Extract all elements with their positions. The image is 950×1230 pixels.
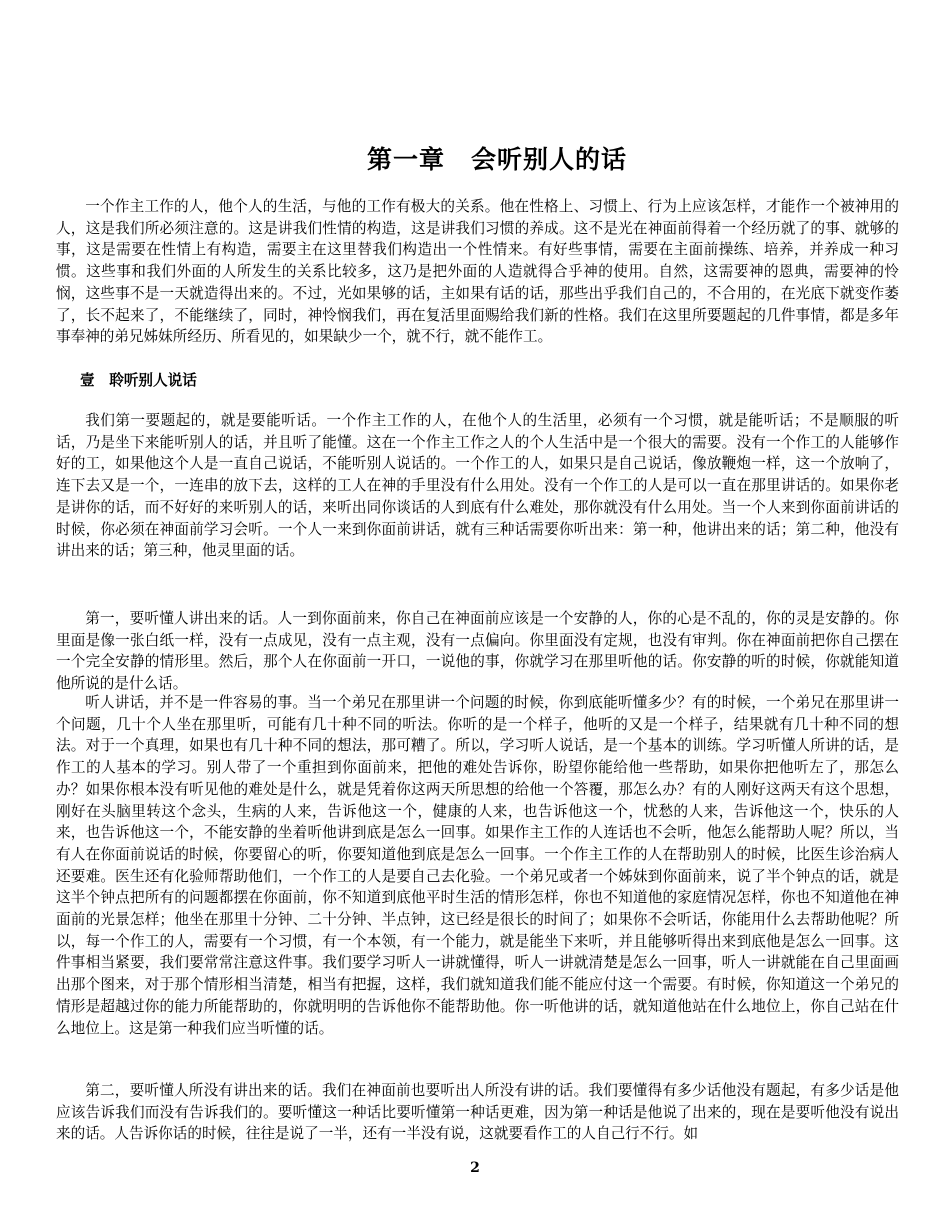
body-paragraph: 我们第一要题起的，就是要能听话。一个作主工作的人，在他个人的生活里，必须有一个习惯，就是能听话；不是顺服的听话，乃是坐下来能听别人的话，并且听了能懂。这在一个作主工作之人的个人生活中是一个很大的需要。没有一个作工的人能够作好的工，如果他这个人是一直自己说话，不能听别人说话的。一个作工的人，如果只是自己说话，像放鞭炮一样，这一个放响了，连下去又是一个，一连串的放下去，这样的工人在神的手里没有什么用处。没有一个作工的人是可以一直在那里讲话的。如果你老是讲你的话，而不好好的来听别人的话，来听出同你谈话的人到底有什么难处，那你就没有什么用处。当一个人来到你面前讲话的时候，你必须在神面前学习会听。一个人一来到你面前讲话，就有三种话需要你听出来：第一种，他讲出来的话；第二种，他没有讲出来的话；第三种，他灵里面的话。: [56, 412, 899, 560]
section-heading: [80, 369, 197, 390]
body-paragraph: 第二，要听懂人所没有讲出来的话。我们在神面前也要听出人所没有讲的话。我们要懂得有多少话他没有题起，有多少话是他应该告诉我们而没有告诉我们的。要听懂这一种话比要听懂第一种话更难，因为第一种话是他说了出来的，现在是要听他没有说出来的话。人告诉你话的时候，往往是说了一半，还有一半没有说，这就要看作工的人自己行不行。如: [56, 1082, 899, 1143]
intro-paragraph: 一个作主工作的人，他个人的生活，与他的工作有极大的关系。他在性格上、习惯上、行为上应该怎样，才能作一个被神用的人，这是我们所必须注意的。这是讲我们性情的构造，这是讲我们习惯的养成。这不是光在神面前得着一个经历就了的事、就够的事，这是需要在性情上有构造，需要主在这里替我们构造出一个性情来。有好些事情，需要在主面前操练、培养，并养成一种习惯。这些事和我们外面的人所发生的关系比较多，这乃是把外面的人造就得合乎神的使用。自然，这需要神的恩典，需要神的怜悯，这些事不是一天就造得出来的。不过，光如果够的话，主如果有话的话，那些出乎我们自己的，不合用的，在光底下就变作萎了，长不起来了，不能继续了，同时，神怜悯我们，再在复活里面赐给我们新的性格。我们在这里所要题起的几件事情，都是多年事奉神的弟兄姊妹所经历、所看见的，如果缺少一个，就不行，就不能作工。: [56, 198, 899, 346]
page-number: 2: [470, 1160, 480, 1176]
body-paragraph-block: [56, 608, 899, 695]
body-paragraph: 第一，要听懂人讲出来的话。人一到你面前来，你自己在神面前应该是一个安静的人，你的心是不乱的，你的灵是安静的。你里面是像一张白纸一样，没有一点成见，没有一点主观，没有一点偏向。你里面没有定规，也没有审判。你在神面前把你自己摆在一个完全安静的情形里。然后，那个人在你面前一开口，一说他的事，你就学习在那里听他的话。你安静的听的时候，你就能知道他所说的是什么话。: [56, 610, 899, 693]
body-paragraph-block: [56, 692, 899, 1039]
section-number: 壹: [80, 372, 95, 389]
body-paragraph-block: [56, 1080, 899, 1145]
body-paragraph: 听人讲话，并不是一件容易的事。当一个弟兄在那里讲一个问题的时候，你到底能听懂多少？有的时候，一个弟兄在那里讲一个问题，几十个人坐在那里听，可能有几十种不同的听法。你听的是一个样子，他听的又是一个样子，结果就有几十种不同的想法。对于一个真理，如果也有几十种不同的想法，那可糟了。所以，学习听人说话，是一个基本的训练。学习听懂人所讲的话，是作工的人基本的学习。别人带了一个重担到你面前来，把他的难处告诉你，盼望你能给他一些帮助，如果你把他听左了，那怎么办？如果你根本没有听见他的难处是什么，就是凭着你这两天所思想的给他一个答覆，那怎么办？有的人刚好这两天有这个思想，刚好在头脑里转这个念头，生病的人来，告诉他这一个，健康的人来，也告诉他这一个，忧愁的人来，告诉他这一个，快乐的人来，也告诉他这一个，不能安静的坐着听他讲到底是怎么一回事。如果作主工作的人连话也不会听，他怎么能帮助人呢？所以，当有人在你面前说话的时候，你要留心的听，你要知道他到底是怎么一回事。一个作主工作的人在帮助别人的时候，比医生诊治病人还要难。医生还有化验师帮助他们，一个作工的人是要自己去化验。一个弟兄或者一个姊妹到你面前来，说了半个钟点的话，就是这半个钟点把所有的问题都摆在你面前，你不知道到底他平时生活的情形怎样，你也不知道他的家庭情况怎样，你也不知道他在神面前的光景怎样；他坐在那里十分钟、二十分钟、半点钟，这已经是很长的时间了；如果你不会听话，你能用什么去帮助他呢？所以，每一个作工的人，需要有一个习惯，有一个本领，有一个能力，就是能坐下来听，并且能够听得出来到底他是怎么一回事。这件事相当紧要，我们要常常注意这件事。我们要学习听人一讲就懂得，听人一讲就清楚是怎么一回事，听人一讲就能在自己里面画出那个图来，对于那个情形相当清楚，相当有把握，这样，我们就知道我们能不能应付这一个需要。有时候，你知道这一个弟兄的情形是超越过你的能力所能帮助的，你就明明的告诉他你不能帮助他。你一听他讲的话，就知道他站在什么地位上，你自己站在什么地位上。这是第一种我们应当听懂的话。: [56, 694, 899, 1037]
section-title: 聆听别人说话: [109, 372, 197, 389]
intro-paragraph-block: [56, 196, 899, 348]
chapter-title: 第一章 会听别人的话: [366, 145, 627, 174]
body-paragraph-block: [56, 410, 899, 562]
